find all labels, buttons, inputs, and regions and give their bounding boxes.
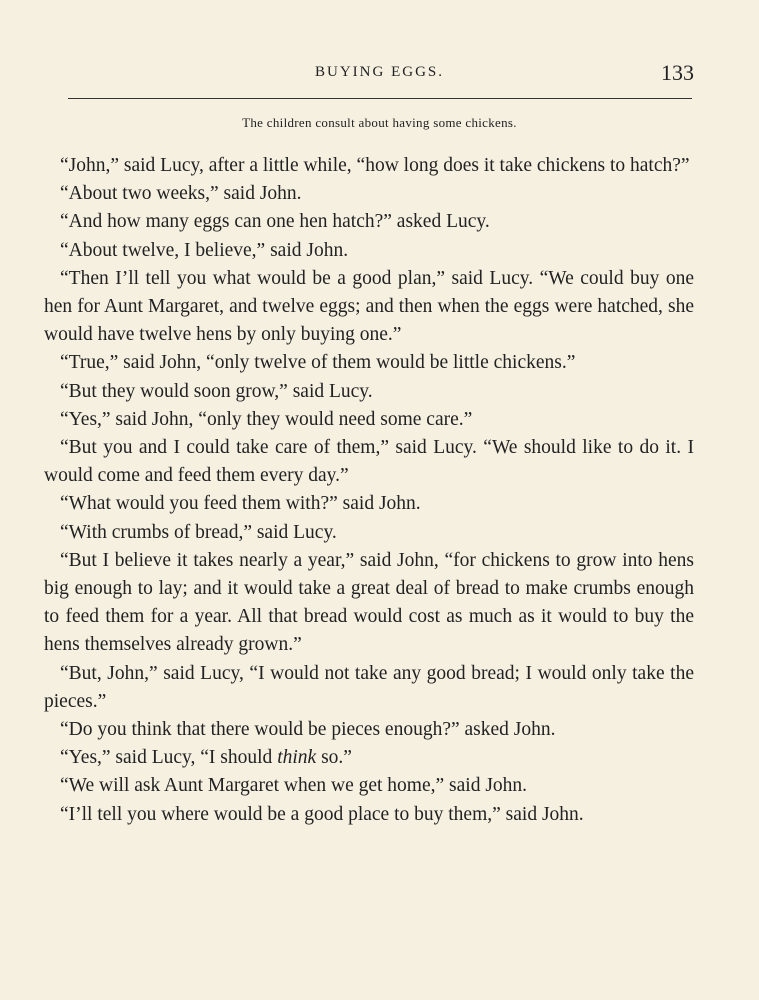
paragraph: “Yes,” said John, “only they would need some care.” bbox=[60, 408, 473, 430]
body-text bbox=[44, 152, 694, 829]
paragraph: “John,” said Lucy, after a little while, “how long does it take chickens to hatch?” bbox=[60, 155, 690, 176]
paragraph: “But, John,” said Lucy, “I would not take any good bread; I would only take the pieces.” bbox=[44, 662, 694, 712]
shoulder-note: The children consult about having some chickens. bbox=[242, 115, 517, 130]
header-rule bbox=[68, 98, 692, 99]
paragraph: “But I believe it takes nearly a year,” said John, “for chickens to grow into hens big enough to lay; and it would take a great deal of bread to make crumbs enough to feed them for a year. All that bread would cost as much as it would to buy the hens themselves already grown.” bbox=[44, 549, 694, 656]
page-number: 133 bbox=[661, 60, 694, 85]
paragraph: “What would you feed them with?” said John. bbox=[60, 493, 421, 515]
paragraph: “Then I’ll tell you what would be a good plan,” said Lucy. “We could buy one hen for Aunt Margaret, and twelve eggs; and then when the eggs were hatched, she would have twelve hens by only buying one.” bbox=[44, 267, 694, 346]
paragraph: “I’ll tell you where would be a good place to buy them,” said John. bbox=[60, 803, 584, 825]
paragraph-text: so.” bbox=[316, 747, 352, 769]
paragraph: “Do you think that there would be pieces enough?” asked John. bbox=[60, 719, 556, 741]
paragraph: “About two weeks,” said John. bbox=[60, 183, 302, 205]
paragraph: “About twelve, I believe,” said John. bbox=[60, 239, 349, 261]
paragraph: “We will ask Aunt Margaret when we get home,” said John. bbox=[60, 775, 528, 797]
paragraph: “But you and I could take care of them,” said Lucy. “We should like to do it. I would come and feed them every day.” bbox=[44, 437, 694, 487]
emphasis-word: think bbox=[277, 747, 317, 769]
paragraph bbox=[44, 744, 694, 772]
paragraph: “With crumbs of bread,” said Lucy. bbox=[60, 521, 337, 543]
paragraph-text: “Yes,” said Lucy, “I should bbox=[60, 747, 278, 769]
running-title: BUYING EGGS. bbox=[315, 64, 444, 80]
paragraph: “And how many eggs can one hen hatch?” asked Lucy. bbox=[60, 211, 490, 233]
paragraph: “True,” said John, “only twelve of them would be little chickens.” bbox=[60, 352, 576, 374]
paragraph: “But they would soon grow,” said Lucy. bbox=[60, 380, 373, 402]
